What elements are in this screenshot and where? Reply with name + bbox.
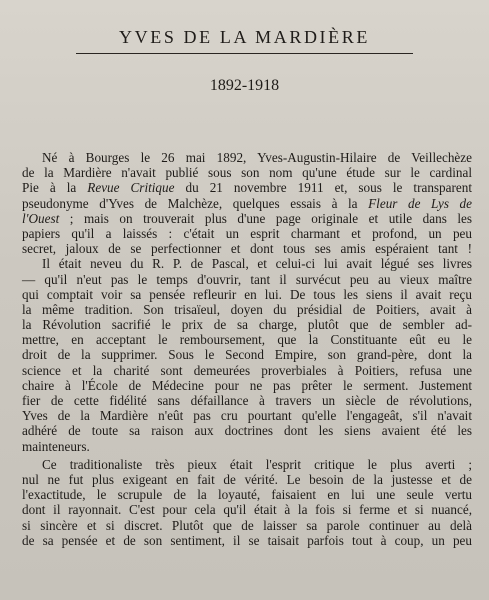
text-line: science et la charité sont demeurées proverbiales à Poitiers, refusa une (22, 362, 472, 378)
body-text (22, 150, 472, 548)
text-line: la Révolution sacrifié le prix de sa charge, plutôt que de sembler ad- (22, 317, 472, 333)
text-line: de sa pensée et de son sentiment, il se taisait parfois tout à coup, un peu (22, 532, 472, 548)
text-line: Né à Bourges le 26 mai 1892, Yves-Augustin-Hilaire de Veillechèze (42, 150, 472, 165)
text-line: Ce traditionaliste très pieux était l'esprit critique le plus averti ; (42, 456, 472, 472)
text-line: la même tradition. Son trisaïeul, doyen du présidial de Poitiers, avait à (22, 301, 472, 317)
text-line: fier de cette fidélité sans défaillance à travers un siècle de révolutions, (22, 393, 472, 408)
text-line: Il était neveu du R. P. de Pascal, et celui-ci lui avait légué ses livres (42, 256, 472, 272)
text-line: mettre, en acceptant le remboursement, que la Constituante eût eu le (22, 332, 472, 348)
text-line: chaire à l'École de Médecine pour ne pas prêter le serment. Justement (22, 377, 472, 393)
text-line: Pie à la Revue Critique du 21 novembre 1911 et, sous le transparent (22, 180, 472, 196)
text-line: dont il rayonnait. C'est pour cela qu'il était à la fois si ferme et si nuancé, (22, 502, 472, 518)
text-line: adhéré de toute sa raison aux doctrines dont les siens avaient été les (22, 423, 472, 439)
chapter-title: YVES DE LA MARDIÈRE (119, 27, 370, 47)
text-line: — qu'il n'eut pas le temps d'ouvrir, tant il survécut peu au vieux maître (22, 271, 472, 287)
text-line: l'Ouest ; mais on trouverait plus d'une page originale et utile dans les (22, 210, 472, 226)
text-line: mainteneurs. (22, 438, 90, 454)
life-dates: 1892-1918 (209, 77, 280, 94)
text-line: nul ne fut plus exigeant en fait de vérité. Le besoin de la justesse et de (22, 471, 472, 487)
text-line: pseudonyme d'Yves de Malchèze, quelques essais à la Fleur de Lys de (22, 195, 473, 211)
text-line: papiers qu'il a laissés : c'était un esprit charmant et profond, un peu (22, 225, 472, 241)
text-line: droit de la supprimer. Sous le Second Empire, son grand-père, dont la (22, 347, 472, 363)
text-line: si sincère et si discret. Plutôt que de laisser sa parole continuer au delà (22, 517, 472, 533)
text-line: l'exactitude, le scrupule de la loyauté, faisaient en lui une seule vertu (22, 487, 472, 503)
text-line: de la Mardière n'avait publié sous son nom qu'une étude sur le cardinal (22, 165, 472, 181)
text-line: qui comptait voir sa pensée refleurir en lui. De tous les siens il avait reçu (22, 286, 472, 302)
text-line: secret, jaloux de se perfectionner et dont tous ses amis espéraient tant ! (22, 241, 472, 257)
text-line: Yves de la Mardière n'eût pas cru pourtant qu'elle l'engageât, s'il n'avait (22, 408, 472, 424)
title-rule (76, 53, 413, 54)
